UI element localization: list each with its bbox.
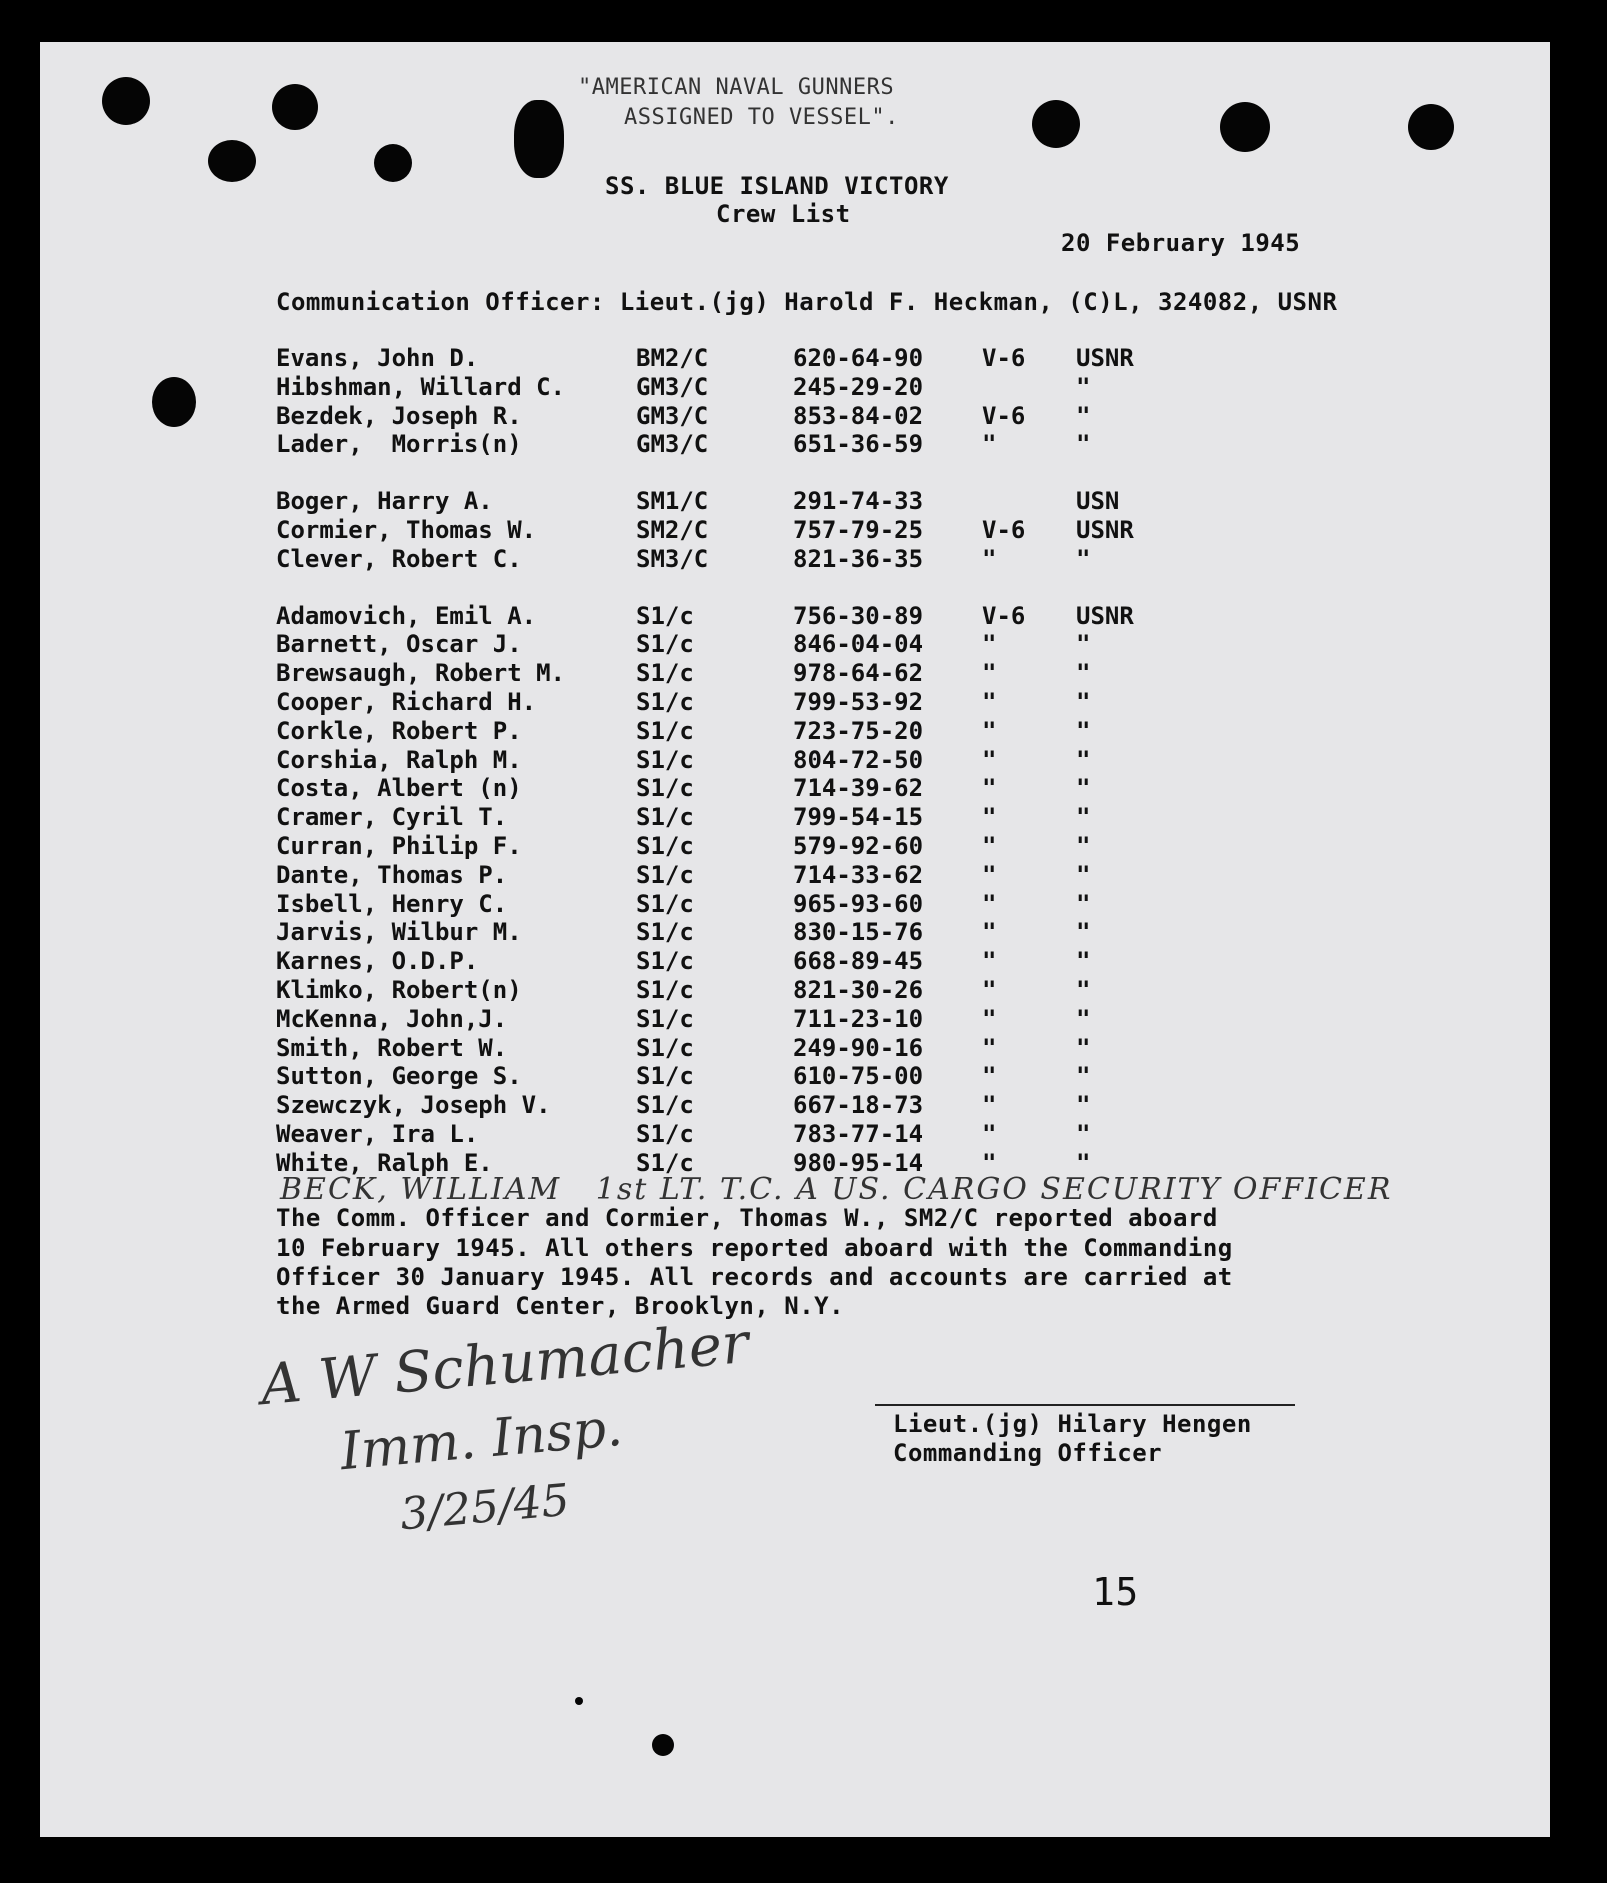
crew-row (276, 803, 1176, 831)
crew-service-number: 579-92-60 (793, 832, 924, 860)
crew-service: " (1076, 832, 1091, 860)
punch-hole (514, 100, 564, 178)
crew-name: Hibshman, Willard C. (276, 372, 565, 401)
crew-class: " (982, 889, 997, 918)
crew-service-number: 651-36-59 (793, 430, 924, 459)
crew-service-number: 711-23-10 (793, 1004, 924, 1033)
remarks-line: 10 February 1945. All others reported aboard with the Commanding (276, 1234, 1233, 1262)
crew-service-number: 723-75-20 (793, 716, 924, 745)
crew-service: " (1076, 803, 1091, 832)
crew-class: " (982, 688, 997, 716)
crew-rate: S1/c (636, 630, 694, 659)
crew-class: V-6 (982, 344, 1026, 372)
crew-rate: S1/c (636, 832, 694, 860)
handwritten-addition: BECK, WILLIAM 1st LT. T.C. A US. CARGO SECURITY OFFICER (280, 1172, 1393, 1207)
crew-service: USNR (1076, 601, 1134, 630)
crew-name: Costa, Albert (n) (276, 774, 522, 803)
crew-class: " (982, 1091, 997, 1120)
crew-class: " (982, 430, 997, 459)
crew-service-number: 965-93-60 (793, 889, 924, 918)
crew-service-number: 714-33-62 (793, 860, 924, 889)
crew-row (276, 746, 1176, 774)
crew-name: Klimko, Robert(n) (276, 976, 522, 1004)
crew-row (276, 430, 1176, 458)
crew-name: Cramer, Cyril T. (276, 803, 508, 832)
header-line-2: ASSIGNED TO VESSEL". (624, 105, 899, 130)
crew-service-number: 783-77-14 (793, 1120, 924, 1148)
crew-rate: S1/c (636, 745, 694, 774)
crew-service: " (1076, 372, 1091, 401)
crew-rate: S1/c (636, 1033, 694, 1062)
crew-service: " (1076, 430, 1091, 459)
crew-service-number: 667-18-73 (793, 1091, 924, 1120)
crew-rate: BM2/C (636, 344, 709, 372)
crew-name: McKenna, John,J. (276, 1004, 508, 1033)
crew-rate: S1/c (636, 1062, 694, 1091)
crew-row (276, 373, 1176, 401)
crew-row (276, 602, 1176, 630)
crew-class: " (982, 832, 997, 860)
crew-service-number: 846-04-04 (793, 630, 924, 659)
document-page (40, 42, 1550, 1837)
crew-row (276, 630, 1176, 658)
crew-service-number: 249-90-16 (793, 1033, 924, 1062)
crew-rate: SM2/C (636, 516, 709, 544)
crew-service-number: 756-30-89 (793, 601, 924, 630)
crew-row (276, 402, 1176, 430)
crew-row (276, 1005, 1176, 1033)
crew-class: V-6 (982, 601, 1026, 630)
handwritten-signature-date: 3/25/45 (398, 1474, 572, 1541)
punch-hole (1408, 104, 1454, 150)
crew-service-number: 757-79-25 (793, 516, 924, 544)
crew-class: " (982, 947, 997, 976)
crew-rate: S1/c (636, 659, 694, 688)
crew-service: " (1076, 918, 1091, 947)
crew-service: " (1076, 1062, 1091, 1091)
crew-row (276, 1120, 1176, 1148)
crew-service-number: 853-84-02 (793, 401, 924, 430)
punch-hole (374, 144, 412, 182)
crew-rate: S1/c (636, 1148, 694, 1177)
crew-service: " (1076, 947, 1091, 976)
crew-name: Szewczyk, Joseph V. (276, 1091, 551, 1120)
document-subtitle: Crew List (716, 200, 851, 228)
crew-service-number: 830-15-76 (793, 918, 924, 947)
crew-name: Jarvis, Wilbur M. (276, 918, 522, 947)
crew-name: Clever, Robert C. (276, 544, 522, 573)
crew-rate: S1/c (636, 803, 694, 832)
crew-class: " (982, 745, 997, 774)
crew-class: " (982, 860, 997, 889)
crew-class: " (982, 659, 997, 688)
crew-name: Lader, Morris(n) (276, 430, 522, 459)
crew-service-number: 610-75-00 (793, 1062, 924, 1091)
crew-row (276, 1034, 1176, 1062)
signature-line (875, 1404, 1295, 1406)
crew-row (276, 918, 1176, 946)
crew-service: " (1076, 659, 1091, 688)
crew-name: Cooper, Richard H. (276, 688, 537, 716)
crew-service-number: 620-64-90 (793, 344, 924, 372)
crew-class: " (982, 976, 997, 1004)
crew-row (276, 947, 1176, 975)
crew-service: " (1076, 1033, 1091, 1062)
crew-service-number: 714-39-62 (793, 774, 924, 803)
crew-row (276, 1091, 1176, 1119)
crew-row (276, 688, 1176, 716)
punch-hole (272, 84, 318, 130)
crew-service-number: 291-74-33 (793, 487, 924, 516)
handwritten-signature-title: Imm. Insp. (337, 1397, 625, 1483)
crew-class: " (982, 544, 997, 573)
crew-service-number: 799-53-92 (793, 688, 924, 716)
crew-service: " (1076, 774, 1091, 803)
crew-name: Corkle, Robert P. (276, 716, 522, 745)
crew-rate: GM3/C (636, 430, 709, 459)
crew-service: " (1076, 1148, 1091, 1177)
crew-rate: S1/c (636, 1091, 694, 1120)
crew-rate: S1/c (636, 774, 694, 803)
crew-class: " (982, 1148, 997, 1177)
crew-row (276, 344, 1176, 372)
crew-class: " (982, 630, 997, 659)
crew-name: Isbell, Henry C. (276, 889, 508, 918)
crew-rate: SM3/C (636, 544, 709, 573)
crew-service: " (1076, 688, 1091, 716)
remarks-line: Officer 30 January 1945. All records and accounts are carried at (276, 1263, 1233, 1291)
crew-rate: S1/c (636, 947, 694, 976)
crew-service: USN (1076, 487, 1120, 516)
crew-name: Evans, John D. (276, 344, 479, 372)
crew-row (276, 861, 1176, 889)
crew-rate: S1/c (636, 601, 694, 630)
crew-class: V-6 (982, 516, 1026, 544)
crew-class: " (982, 803, 997, 832)
crew-name: Dante, Thomas P. (276, 860, 508, 889)
crew-name: Adamovich, Emil A. (276, 601, 537, 630)
crew-rate: S1/c (636, 976, 694, 1004)
crew-name: Cormier, Thomas W. (276, 516, 537, 544)
crew-service: " (1076, 1091, 1091, 1120)
ink-spot (575, 1697, 583, 1705)
crew-name: Curran, Philip F. (276, 832, 522, 860)
crew-class: " (982, 1004, 997, 1033)
crew-service-number: 978-64-62 (793, 659, 924, 688)
signature-name: Lieut.(jg) Hilary Hengen (893, 1410, 1252, 1438)
handwritten-signature-name: A W Schumacher (258, 1310, 752, 1419)
punch-hole (1032, 100, 1080, 148)
crew-service-number: 821-30-26 (793, 976, 924, 1004)
punch-hole (152, 377, 196, 427)
crew-row (276, 774, 1176, 802)
remarks-line: The Comm. Officer and Cormier, Thomas W., SM2/C reported aboard (276, 1204, 1218, 1232)
crew-service-number: 980-95-14 (793, 1148, 924, 1177)
crew-service-number: 668-89-45 (793, 947, 924, 976)
ink-spot (652, 1734, 674, 1756)
crew-rate: GM3/C (636, 372, 709, 401)
crew-service: USNR (1076, 344, 1134, 372)
crew-rate: S1/c (636, 889, 694, 918)
crew-name: Barnett, Oscar J. (276, 630, 522, 659)
crew-service: " (1076, 976, 1091, 1004)
crew-service-number: 245-29-20 (793, 372, 924, 401)
signature-title: Commanding Officer (893, 1439, 1163, 1467)
crew-name: Brewsaugh, Robert M. (276, 659, 565, 688)
crew-class: " (982, 1120, 997, 1148)
crew-row (276, 890, 1176, 918)
crew-rate: S1/c (636, 860, 694, 889)
crew-class: " (982, 918, 997, 947)
crew-service-number: 804-72-50 (793, 745, 924, 774)
crew-name: Sutton, George S. (276, 1062, 522, 1091)
crew-class: V-6 (982, 401, 1026, 430)
crew-service: " (1076, 716, 1091, 745)
crew-rate: S1/c (636, 716, 694, 745)
ship-name: SS. BLUE ISLAND VICTORY (605, 172, 949, 200)
crew-service: " (1076, 860, 1091, 889)
crew-service: " (1076, 401, 1091, 430)
crew-class: " (982, 716, 997, 745)
crew-name: Corshia, Ralph M. (276, 745, 522, 774)
crew-name: Bezdek, Joseph R. (276, 401, 522, 430)
page-number: 15 (1092, 1570, 1139, 1614)
crew-service: " (1076, 1120, 1091, 1148)
punch-hole (208, 140, 256, 182)
crew-row (276, 487, 1176, 515)
crew-row (276, 976, 1176, 1004)
crew-row (276, 832, 1176, 860)
crew-service-number: 821-36-35 (793, 544, 924, 573)
punch-hole (102, 77, 150, 125)
crew-service: " (1076, 889, 1091, 918)
crew-row (276, 659, 1176, 687)
crew-rate: SM1/C (636, 487, 709, 516)
crew-rate: S1/c (636, 688, 694, 716)
crew-rate: S1/c (636, 918, 694, 947)
communication-officer: Communication Officer: Lieut.(jg) Harold F. Heckman, (C)L, 324082, USNR (276, 288, 1338, 316)
crew-rate: S1/c (636, 1120, 694, 1148)
crew-list (276, 344, 1176, 1224)
crew-service: " (1076, 630, 1091, 659)
crew-service-number: 799-54-15 (793, 803, 924, 832)
crew-rate: GM3/C (636, 401, 709, 430)
header-line-1: "AMERICAN NAVAL GUNNERS (578, 75, 895, 100)
crew-rate: S1/c (636, 1004, 694, 1033)
crew-name: Boger, Harry A. (276, 487, 493, 516)
crew-row (276, 1062, 1176, 1090)
remarks-line: the Armed Guard Center, Brooklyn, N.Y. (276, 1292, 845, 1320)
crew-service: " (1076, 1004, 1091, 1033)
punch-hole (1220, 102, 1270, 152)
crew-service: " (1076, 745, 1091, 774)
crew-service: USNR (1076, 516, 1134, 544)
crew-row (276, 516, 1176, 544)
crew-name: White, Ralph E. (276, 1148, 493, 1177)
document-date: 20 February 1945 (1061, 229, 1301, 257)
crew-row (276, 545, 1176, 573)
crew-name: Smith, Robert W. (276, 1033, 508, 1062)
crew-name: Weaver, Ira L. (276, 1120, 479, 1148)
crew-class: " (982, 1033, 997, 1062)
crew-class: " (982, 774, 997, 803)
crew-name: Karnes, O.D.P. (276, 947, 479, 976)
crew-row (276, 717, 1176, 745)
crew-class: " (982, 1062, 997, 1091)
crew-service: " (1076, 544, 1091, 573)
